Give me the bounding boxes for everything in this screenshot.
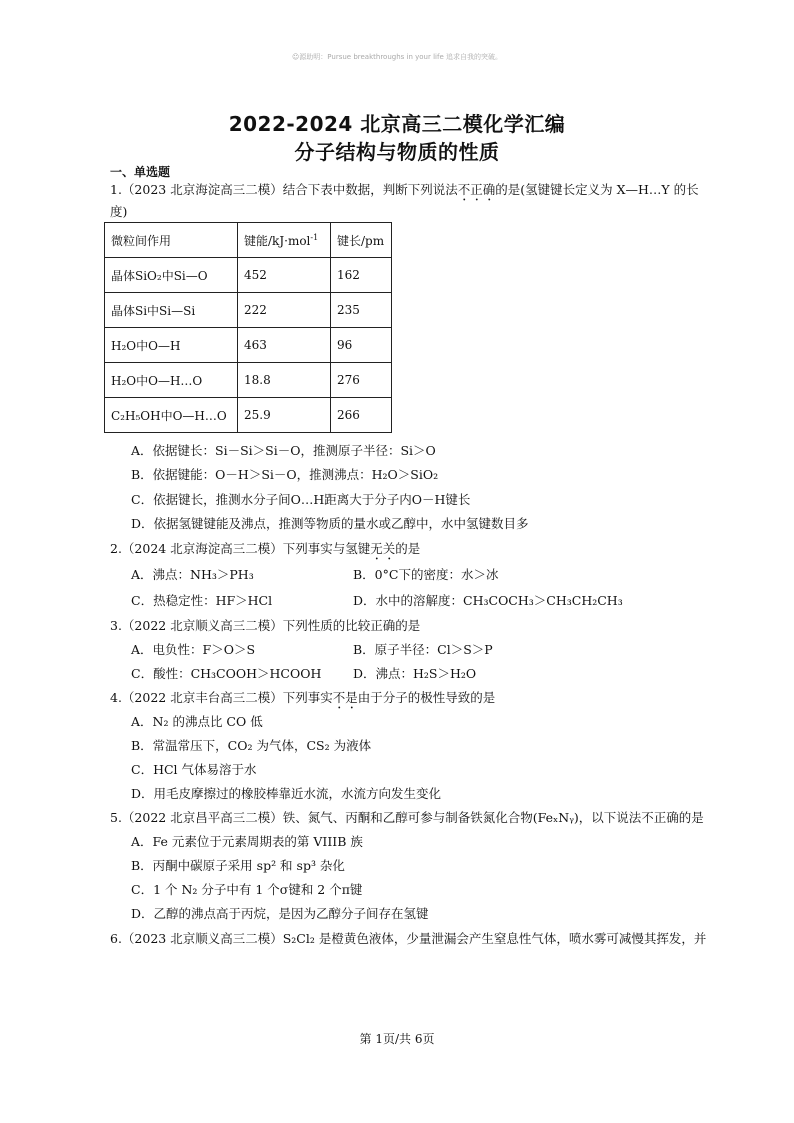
q2-emphasis: 无关 (370, 541, 396, 556)
question-2-stem (110, 539, 420, 563)
q4-text-a: 4.（2022 北京丰台高三二模）下列事实 (110, 690, 333, 705)
table-cell: 463 (238, 328, 331, 363)
table-cell: 266 (331, 398, 392, 433)
table-row (105, 363, 392, 398)
table-cell: 晶体Si中Si—Si (105, 293, 238, 328)
q2-option-d: D．水中的溶解度：CH₃COCH₃＞CH₃CH₂CH₃ (353, 593, 623, 608)
question-1-stem-cont: 度) (110, 204, 128, 219)
q3-option-b: B．原子半径：Cl＞S＞P (353, 642, 493, 657)
q1-text-b: 的是(氢键键长定义为 X—H…Y 的长 (495, 182, 699, 197)
table-header-energy: 键能/kJ·mol (244, 233, 311, 248)
q3-option-c: C．酸性：CH₃COOH＞HCOOH (131, 666, 322, 681)
table-row (105, 258, 392, 293)
q3-option-d: D．沸点：H₂S＞H₂O (353, 666, 477, 681)
table-header-cell: 键能/kJ·mol$^{-1}$ (238, 223, 331, 258)
table-row (105, 293, 392, 328)
table-cell: H₂O中O—H…O (105, 363, 238, 398)
q5-option-d: D．乙醇的沸点高于丙烷，是因为乙醇分子间存在氢键 (131, 906, 429, 921)
q1-option-c: C．依据键长，推测水分子间O…H距离大于分子内O－H键长 (131, 492, 471, 507)
table-row (105, 328, 392, 363)
q4-option-b: B．常温常压下，CO₂ 为气体，CS₂ 为液体 (131, 738, 372, 753)
table-header-row (105, 223, 392, 258)
document-title: 2022-2024 北京高三二模化学汇编 (228, 112, 566, 136)
q4-text-b: 由于分子的极性导致的是 (357, 690, 496, 705)
table-header-cell: 微粒间作用 (105, 223, 238, 258)
table-cell: 25.9 (238, 398, 331, 433)
table-header-cell: 键长/pm (331, 223, 392, 258)
q1-emphasis: 不正确 (457, 182, 496, 197)
q4-emphasis: 不是 (332, 690, 358, 705)
q2-option-c: C．热稳定性：HF＞HCl (131, 593, 273, 608)
q4-option-a: A．N₂ 的沸点比 CO 低 (131, 714, 263, 729)
table-cell: H₂O中O—H (105, 328, 238, 363)
table-cell: 276 (331, 363, 392, 398)
watermark: ☺源助明：Pursue breakthroughs in your life 追求自我的突破。 (292, 53, 502, 61)
q5-option-a: A．Fe 元素位于元素周期表的第 VIIIB 族 (131, 834, 363, 849)
q1-text-a: 1.（2023 北京海淀高三二模）结合下表中数据，判断下列说法 (110, 182, 458, 197)
table-cell: 452 (238, 258, 331, 293)
question-3-stem: 3.（2022 北京顺义高三二模）下列性质的比较正确的是 (110, 618, 421, 633)
page-footer: 第 1页/共 6页 (359, 1032, 435, 1046)
question-4-stem (110, 688, 495, 712)
q1-option-b: B．依据键能：O－H＞Si－O，推测沸点：H₂O＞SiO₂ (131, 467, 439, 482)
bond-data-table (104, 222, 392, 433)
q5-option-b: B．丙酮中碳原子采用 sp² 和 sp³ 杂化 (131, 858, 345, 873)
table-cell: 162 (331, 258, 392, 293)
q2-text-b: 的是 (395, 541, 421, 556)
q3-option-a: A．电负性：F＞O＞S (131, 642, 256, 657)
table-cell: C₂H₅OH中O—H…O (105, 398, 238, 433)
question-1-stem (110, 180, 699, 204)
q5-option-c: C．1 个 N₂ 分子中有 1 个σ键和 2 个π键 (131, 882, 363, 897)
table-cell: 235 (331, 293, 392, 328)
q2-option-b: B．0°C下的密度：水＞冰 (353, 567, 499, 582)
table-cell: 96 (331, 328, 392, 363)
q2-text-a: 2.（2024 北京海淀高三二模）下列事实与氢键 (110, 541, 371, 556)
question-5-stem: 5.（2022 北京昌平高三二模）铁、氮气、丙酮和乙醇可参与制备铁氮化合物(FeₓNᵧ)，以下说法不正确的是 (110, 810, 704, 825)
table-row (105, 398, 392, 433)
document-subtitle: 分子结构与物质的性质 (294, 140, 500, 164)
q4-option-d: D．用毛皮摩擦过的橡胶棒靠近水流，水流方向发生变化 (131, 786, 442, 801)
table-cell: 222 (238, 293, 331, 328)
q2-option-a: A．沸点：NH₃＞PH₃ (131, 567, 254, 582)
q4-option-c: C．HCl 气体易溶于水 (131, 762, 257, 777)
section-heading: 一、单选题 (110, 165, 171, 179)
q1-option-d: D．依据氢键键能及沸点，推测等物质的量水或乙醇中，水中氢键数目多 (131, 516, 529, 531)
q1-option-a: A．依据键长：Si－Si＞Si－O，推测原子半径：Si＞O (131, 443, 436, 458)
table-cell: 晶体SiO₂中Si—O (105, 258, 238, 293)
table-cell: 18.8 (238, 363, 331, 398)
question-6-stem: 6.（2023 北京顺义高三二模）S₂Cl₂ 是橙黄色液体，少量泄漏会产生窒息性气体，喷水雾可减慢其挥发，并 (110, 931, 707, 946)
